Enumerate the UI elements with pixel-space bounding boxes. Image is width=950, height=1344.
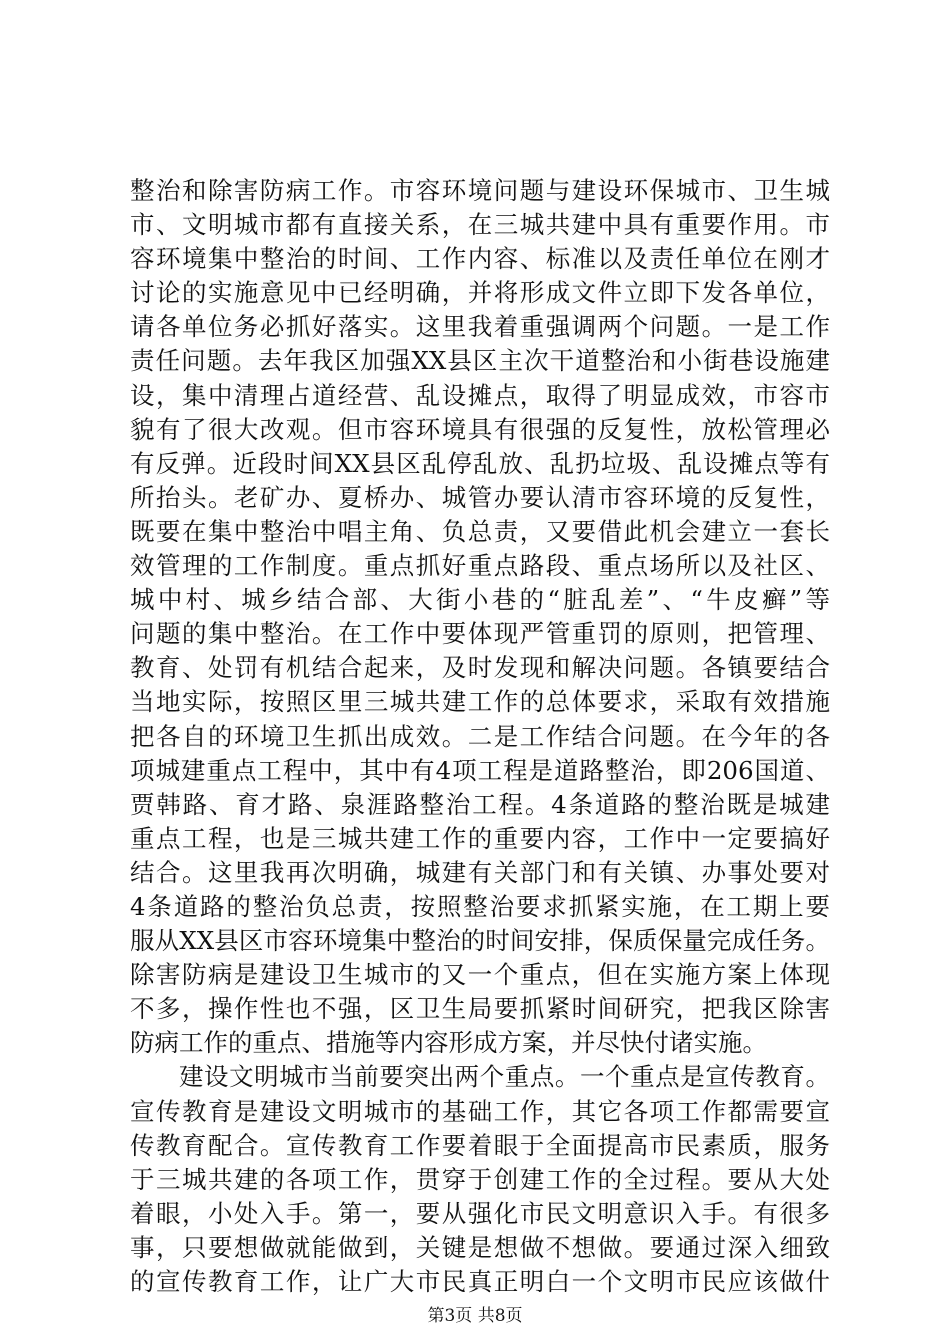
text-line: 宣传教育是建设文明城市的基础工作，其它各项工作都需要宣: [130, 1096, 830, 1126]
page-number-footer: 第3页 共8页: [427, 1306, 523, 1326]
text-line: 把各自的环境卫生抓出成效。二是工作结合问题。在今年的各: [130, 721, 830, 751]
paragraph-1: [130, 174, 830, 1060]
text-line: 当地实际，按照区里三城共建工作的总体要求，采取有效措施: [130, 687, 830, 717]
text-line: 效管理的工作制度。重点抓好重点路段、重点场所以及社区、: [130, 551, 830, 581]
text-line: 除害防病是建设卫生城市的又一个重点，但在实施方案上体现: [130, 960, 830, 990]
text-line: 教育、处罚有机结合起来，及时发现和解决问题。各镇要结合: [130, 653, 830, 683]
text-line: 防病工作的重点、措施等内容形成方案，并尽快付诸实施。: [130, 1028, 767, 1058]
text-line: 容环境集中整治的时间、工作内容、标准以及责任单位在刚才: [130, 244, 830, 274]
text-line: 着眼，小处入手。第一，要从强化市民文明意识入手。有很多: [130, 1198, 830, 1228]
text-line: 不多，操作性也不强，区卫生局要抓紧时间研究，把我区除害: [130, 994, 830, 1024]
text-line: 传教育配合。宣传教育工作要着眼于全面提高市民素质，服务: [130, 1130, 830, 1160]
text-line: 所抬头。老矿办、夏桥办、城管办要认清市容环境的反复性，: [130, 482, 830, 512]
text-line: 设，集中清理占道经营、乱设摊点，取得了明显成效，市容市: [130, 380, 830, 410]
document-body: [130, 174, 830, 1299]
text-line: 讨论的实施意见中已经明确，并将形成文件立即下发各单位，: [130, 278, 830, 308]
text-line: 项城建重点工程中，其中有4项工程是道路整治，即206国道、: [130, 755, 830, 785]
text-line: 有反弹。近段时间XX县区乱停乱放、乱扔垃圾、乱设摊点等有: [130, 448, 830, 478]
text-line: 貌有了很大改观。但市容环境具有很强的反复性，放松管理必: [130, 414, 830, 444]
text-line: 市、文明城市都有直接关系，在三城共建中具有重要作用。市: [130, 210, 830, 240]
text-line: 请各单位务必抓好落实。这里我着重强调两个问题。一是工作: [130, 312, 830, 342]
text-line: 4条道路的整治负总责，按照整治要求抓紧实施，在工期上要: [130, 891, 830, 921]
text-line: 建设文明城市当前要突出两个重点。一个重点是宣传教育。: [179, 1062, 830, 1092]
paragraph-2: [130, 1060, 830, 1299]
text-line: 问题的集中整治。在工作中要体现严管重罚的原则，把管理、: [130, 619, 830, 649]
text-line: 贾韩路、育才路、泉涯路整治工程。4条道路的整治既是城建: [130, 789, 830, 819]
text-line: 服从XX县区市容环境集中整治的时间安排，保质保量完成任务。: [130, 926, 830, 956]
text-line: 责任问题。去年我区加强XX县区主次干道整治和小街巷设施建: [130, 346, 830, 376]
text-line: 的宣传教育工作，让广大市民真正明白一个文明市民应该做什: [130, 1267, 830, 1296]
text-line: 城中村、城乡结合部、大街小巷的“脏乱差”、“牛皮癣”等: [130, 585, 830, 615]
text-line: 既要在集中整治中唱主角、负总责，又要借此机会建立一套长: [130, 516, 830, 546]
text-line: 重点工程，也是三城共建工作的重要内容，工作中一定要搞好: [130, 823, 830, 853]
text-line: 事，只要想做就能做到，关键是想做不想做。要通过深入细致: [130, 1232, 830, 1262]
text-line: 结合。这里我再次明确，城建有关部门和有关镇、办事处要对: [130, 857, 830, 887]
text-line: 整治和除害防病工作。市容环境问题与建设环保城市、卫生城: [130, 176, 830, 205]
text-line: 于三城共建的各项工作，贯穿于创建工作的全过程。要从大处: [130, 1164, 830, 1194]
